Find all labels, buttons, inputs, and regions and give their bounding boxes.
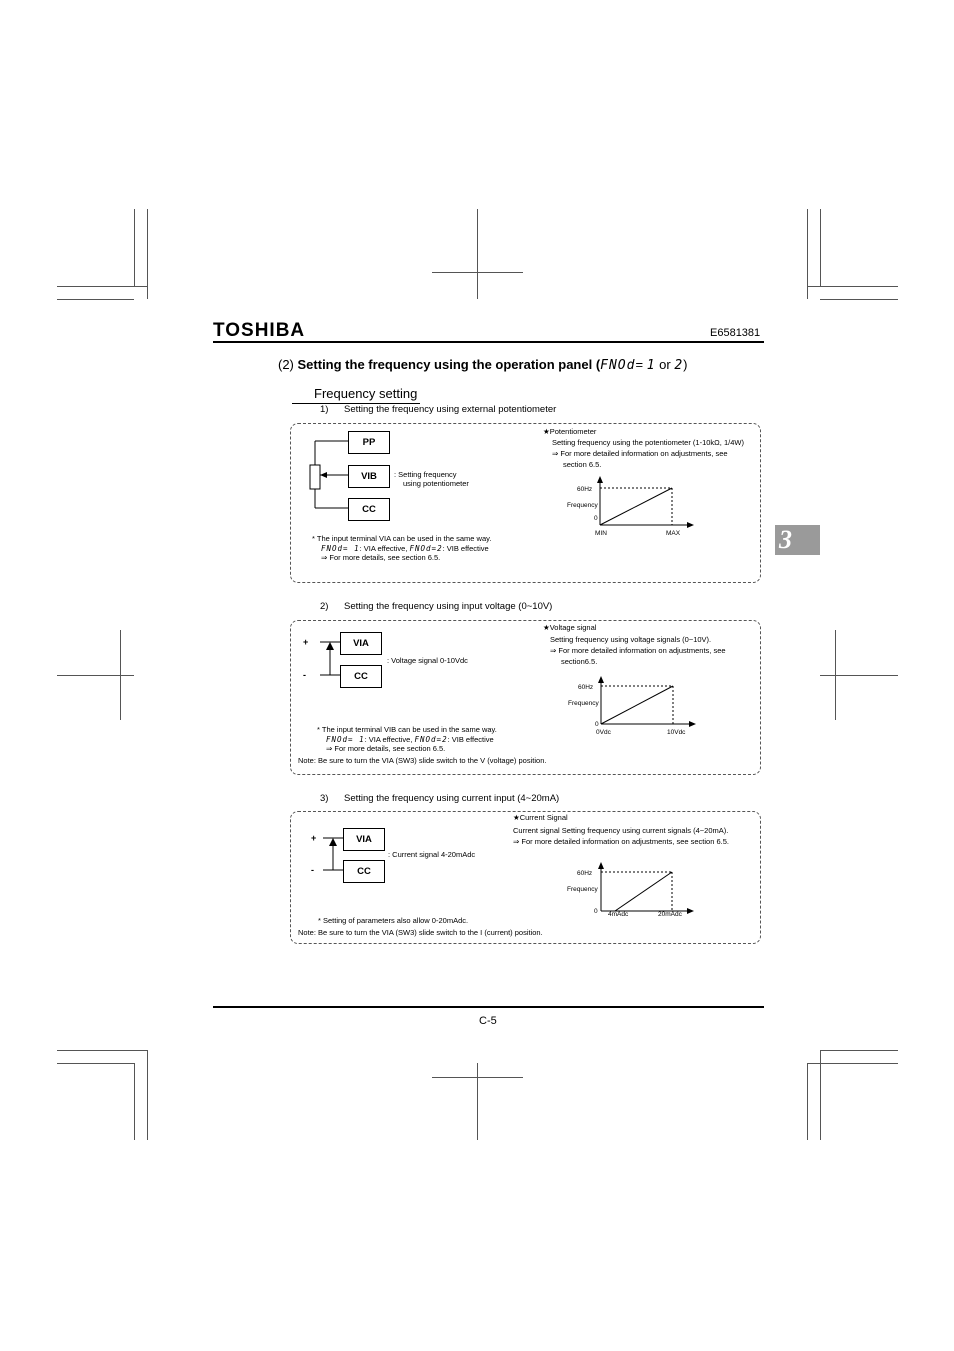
param-code: FNOd= 1: [321, 544, 360, 553]
item-2-plus: +: [303, 637, 309, 647]
item-2-title: Setting the frequency using input voltage (0~10V): [344, 601, 553, 612]
document-number: E6581381: [710, 327, 761, 339]
param-code: FNOd= 1: [326, 735, 365, 744]
item-3-graph-xmin: 4mAdc: [608, 911, 629, 918]
item-1-info-title: ★Potentiometer: [543, 427, 597, 436]
note-text: : VIA effective,: [359, 544, 410, 553]
item-1-info-line3: section 6.5.: [563, 460, 602, 469]
item-3-number: 3): [320, 793, 329, 804]
note-text: : VIA effective,: [364, 735, 415, 744]
item-1-info-line2: ⇒ For more detailed information on adjustments, see: [552, 449, 728, 458]
param-value-1: 1: [646, 358, 656, 373]
section-title: Setting the frequency using the operation panel (: [297, 357, 601, 372]
terminal-cc: CC: [343, 860, 385, 883]
item-1-graph-top: 60Hz: [577, 486, 593, 493]
item-2-note4: Note: Be sure to turn the VIA (SW3) slide switch to the V (voltage) position.: [298, 756, 547, 765]
item-2-graph-ylabel: Frequency: [568, 700, 599, 707]
item-2-info-line3: section6.5.: [561, 657, 598, 666]
item-3-info-line2: ⇒ For more detailed information on adjustments, see section 6.5.: [513, 837, 729, 846]
param-value-2: 2: [674, 358, 684, 373]
item-1-graph-zero: 0: [594, 515, 598, 522]
item-3-graph-zero: 0: [594, 908, 598, 915]
terminal-via: VIA: [340, 632, 382, 655]
item-3-title: Setting the frequency using current input (4~20mA): [344, 793, 560, 804]
item-3-plus: +: [311, 833, 317, 843]
item-2-info-line1: Setting frequency using voltage signals (0~10V).: [550, 635, 712, 644]
item-1-graph-xmin: MIN: [595, 530, 607, 537]
item-2-note3: ⇒ For more details, see section 6.5.: [326, 744, 446, 753]
item-3-note1: * Setting of parameters also allow 0-20mAdc.: [318, 916, 469, 925]
item-3-graph-ylabel: Frequency: [567, 886, 598, 893]
item-1-graph-ylabel: Frequency: [567, 502, 598, 509]
item-1-terminal-label: : Setting frequency: [394, 470, 457, 479]
item-1-title: Setting the frequency using external potentiometer: [344, 404, 557, 415]
section-number: (2): [278, 357, 294, 372]
subheading: Frequency setting: [314, 386, 418, 401]
item-2-note1: * The input terminal VIB can be used in the same way.: [317, 725, 497, 734]
equals-sign: =: [635, 357, 647, 372]
item-2-graph-xmax: 10Vdc: [667, 729, 686, 736]
param-code: FNOd=2: [414, 735, 448, 744]
item-3-graph-xmax: 20mAdc: [658, 911, 682, 918]
item-3-info-line1: Current signal Setting frequency using current signals (4~20mA).: [513, 826, 729, 835]
close-paren: ): [683, 357, 688, 372]
page-number: C-5: [479, 1015, 497, 1027]
item-1-graph-xmax: MAX: [666, 530, 681, 537]
item-2-graph-xmin: 0Vdc: [596, 729, 611, 736]
item-3-terminal-label: : Current signal 4-20mAdc: [388, 850, 476, 859]
item-3-note4: Note: Be sure to turn the VIA (SW3) slide switch to the I (current) position.: [298, 928, 543, 937]
item-1-number: 1): [320, 404, 329, 415]
item-2-info-line2: ⇒ For more detailed information on adjustments, see: [550, 646, 726, 655]
item-3-info-title: ★Current Signal: [513, 813, 568, 822]
chapter-tab: 3: [775, 525, 820, 555]
item-1-note1: * The input terminal VIA can be used in the same way.: [312, 534, 492, 543]
terminal-cc: CC: [348, 498, 390, 521]
terminal-via: VIA: [343, 828, 385, 851]
item-2-terminal-label: : Voltage signal 0-10Vdc: [387, 656, 468, 665]
item-2-number: 2): [320, 601, 329, 612]
or-text: or: [655, 357, 675, 372]
terminal-vib: VIB: [348, 465, 390, 488]
brand-logo: TOSHIBA: [213, 320, 306, 341]
item-3-graph-top: 60Hz: [577, 870, 593, 877]
item-2-info-title: ★Voltage signal: [543, 623, 597, 632]
item-3-minus: -: [311, 865, 314, 875]
param-code: FNOd: [600, 358, 636, 373]
param-code: FNOd=2: [409, 544, 443, 553]
item-1-terminal-label-2: using potentiometer: [403, 479, 469, 488]
item-2-minus: -: [303, 670, 306, 680]
footer-rule: [213, 1006, 764, 1008]
item-2-graph-zero: 0: [595, 721, 599, 728]
item-1-info-line1: Setting frequency using the potentiometer (1-10kΩ, 1/4W): [552, 438, 744, 447]
terminal-cc: CC: [340, 665, 382, 688]
note-text: : VIB effective: [447, 735, 494, 744]
note-text: : VIB effective: [442, 544, 489, 553]
item-2-graph-top: 60Hz: [578, 684, 594, 691]
terminal-pp: PP: [348, 431, 390, 454]
item-1-note3: ⇒ For more details, see section 6.5.: [321, 553, 441, 562]
